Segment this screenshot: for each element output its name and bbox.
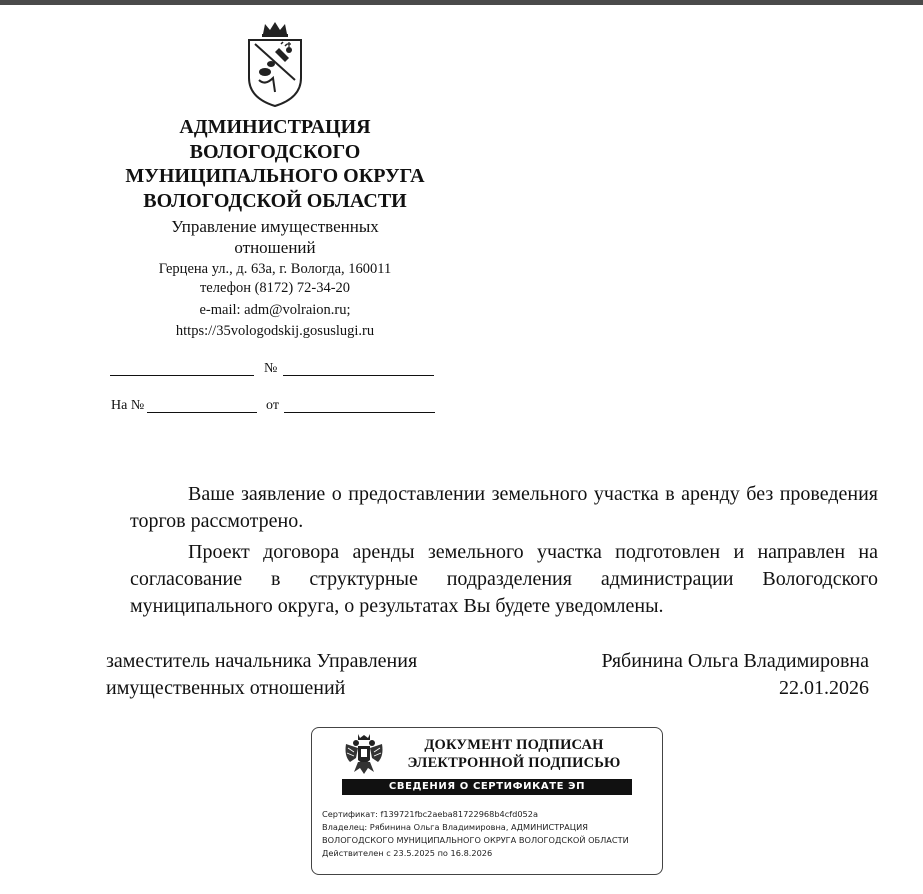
contact-block [95,260,455,341]
signatory-name: Рябинина Ольга Владимировна [601,650,869,672]
e-signature-stamp [311,727,663,875]
certificate-serial: Сертификат: f139721fbc2aeba81722968b4cfd052a [322,809,538,819]
org-line: АДМИНИСТРАЦИЯ [179,116,371,138]
phone: телефон (8172) 72-34-20 [199,280,351,296]
paragraph: Ваше заявление о предоставлении земельного участка в аренду без проведения торгов рассмотрено. [130,483,878,532]
reference-date-line [284,412,435,413]
reference-label: На № [111,398,145,413]
dept-line: отношений [234,238,316,257]
certificate-header-bar: СВЕДЕНИЯ О СЕРТИФИКАТЕ ЭП [342,779,632,795]
top-bar [0,0,923,5]
stamp-title-line: ЭЛЕКТРОННОЙ ПОДПИСЬЮ [407,755,621,771]
position-line: имущественных отношений [106,677,346,699]
org-line: МУНИЦИПАЛЬНОГО ОКРУГА [125,165,425,187]
reference-number-line [147,412,257,413]
certificate-owner-line: Владелец: Рябинина Ольга Владимировна, АДМИНИСТРАЦИЯ [322,822,588,832]
letter-body [130,481,878,620]
coat-of-arms-icon [245,20,305,108]
certificate-details [322,808,662,860]
double-headed-eagle-icon [342,732,386,776]
from-label: от [266,398,279,413]
org-line: ВОЛОГОДСКОГО [189,140,361,163]
signature-date: 22.01.2026 [779,677,869,699]
address: Герцена ул., д. 63а, г. Вологда, 160011 [158,261,392,277]
email: e-mail: adm@volraion.ru; [199,302,351,318]
certificate-owner-line: ВОЛОГОДСКОГО МУНИЦИПАЛЬНОГО ОКРУГА ВОЛОГОДСКОЙ ОБЛАСТИ [322,835,629,845]
paragraph: Проект договора аренды земельного участка подготовлен и направлен на согласование в структурные подразделения администрации Вологодского муниципального округа, о результатах Вы будете уведомлены. [130,541,878,617]
signatory-position [106,648,417,702]
position-line: заместитель начальника Управления [106,650,418,672]
department-name [95,216,455,258]
signatory-details [601,648,869,702]
website: https://35vologodskij.gosuslugi.ru [175,323,375,339]
outgoing-number-line [283,375,434,376]
dept-line: Управление имущественных [171,217,379,236]
number-sign: № [264,361,278,376]
certificate-validity: Действителен с 23.5.2025 по 16.8.2026 [322,848,493,858]
stamp-title-line: ДОКУМЕНТ ПОДПИСАН [424,737,604,753]
organization-name [95,115,455,213]
outgoing-date-line [110,375,254,376]
stamp-title [398,736,630,772]
org-line: ВОЛОГОДСКОЙ ОБЛАСТИ [143,189,407,212]
